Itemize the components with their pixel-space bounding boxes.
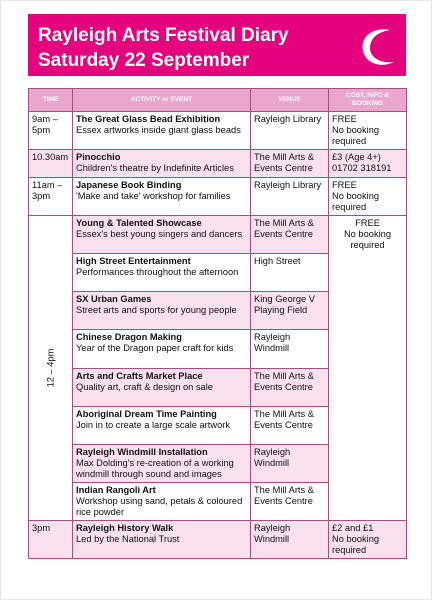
cost-price: £2 and £1 bbox=[332, 523, 374, 533]
time-cell: 10.30am bbox=[29, 150, 73, 178]
venue-cell: Rayleigh Windmill bbox=[251, 521, 329, 559]
activity-cell bbox=[73, 521, 251, 559]
activity-cell bbox=[73, 482, 251, 520]
venue-cell: Rayleigh Library bbox=[251, 112, 329, 150]
venue-cell: The Mill Arts & Events Centre bbox=[251, 368, 329, 406]
venue-cell: Rayleigh Windmill bbox=[251, 444, 329, 482]
venue-cell: The Mill Arts & Events Centre bbox=[251, 150, 329, 178]
table-header-row bbox=[29, 89, 407, 112]
afternoon-time-label: 12 – 4pm bbox=[45, 348, 55, 388]
time-cell: 3pm bbox=[29, 521, 73, 559]
column-header-venue: VENUE bbox=[251, 89, 329, 112]
afternoon-cost-cell bbox=[329, 216, 407, 521]
activity-description: Essex artworks inside giant glass beads bbox=[76, 125, 241, 135]
cost-price: £3 (Age 4+) bbox=[332, 152, 381, 162]
afternoon-time-cell bbox=[29, 216, 73, 521]
cost-info: No booking required bbox=[343, 229, 392, 250]
table-row bbox=[29, 178, 407, 216]
activity-title: Pinocchio bbox=[76, 152, 121, 162]
table-row bbox=[29, 112, 407, 150]
table-row bbox=[29, 150, 407, 178]
activity-cell bbox=[73, 178, 251, 216]
column-header-cost: COST, INFO & BOOKING bbox=[329, 89, 407, 112]
venue-cell: Rayleigh Windmill bbox=[251, 330, 329, 368]
events-table bbox=[28, 88, 407, 559]
activity-cell bbox=[73, 112, 251, 150]
activity-title: Rayleigh History Walk bbox=[76, 523, 174, 533]
activity-cell bbox=[73, 216, 251, 254]
activity-description: Led by the National Trust bbox=[76, 534, 180, 544]
activity-cell bbox=[73, 368, 251, 406]
activity-title: Arts and Crafts Market Place bbox=[76, 370, 203, 381]
activity-description: Performances throughout the afternoon bbox=[76, 267, 239, 278]
activity-description: Children's theatre by Indefinite Articles bbox=[76, 163, 234, 173]
cost-price: FREE bbox=[355, 218, 380, 228]
cost-cell bbox=[329, 150, 407, 178]
activity-cell bbox=[73, 292, 251, 330]
venue-cell: The Mill Arts & Events Centre bbox=[251, 482, 329, 520]
activity-title: Rayleigh Windmill Installation bbox=[76, 446, 208, 457]
cost-price: FREE bbox=[332, 114, 357, 124]
cost-info: No booking required bbox=[332, 125, 380, 146]
activity-title: The Great Glass Bead Exhibition bbox=[76, 114, 221, 124]
activity-description: Max Dolding's re-creation of a working windmill through sound and images bbox=[76, 457, 234, 479]
venue-cell: The Mill Arts & Events Centre bbox=[251, 406, 329, 444]
cost-phone: 01702 318191 bbox=[332, 163, 392, 173]
activity-title: Young & Talented Showcase bbox=[76, 218, 202, 228]
title-banner bbox=[28, 14, 406, 76]
activity-description: Quality art, craft & design on sale bbox=[76, 381, 213, 392]
activity-description: Street arts and sports for young people bbox=[76, 305, 237, 316]
venue-cell: The Mill Arts & Events Centre bbox=[251, 216, 329, 254]
page-title: Rayleigh Arts Festival Diary bbox=[38, 25, 289, 46]
table-row bbox=[29, 521, 407, 559]
activity-cell bbox=[73, 330, 251, 368]
venue-cell: High Street bbox=[251, 254, 329, 292]
column-header-activity: ACTIVITY or EVENT bbox=[73, 89, 251, 112]
page-subtitle-date: Saturday 22 September bbox=[38, 50, 250, 71]
time-cell: 9am – 5pm bbox=[29, 112, 73, 150]
crescent-logo-icon bbox=[356, 24, 400, 68]
activity-title: Indian Rangoli Art bbox=[76, 484, 156, 495]
activity-title: Japanese Book Binding bbox=[76, 180, 182, 190]
venue-cell: Rayleigh Library bbox=[251, 178, 329, 216]
activity-description: 'Make and take' workshop for families bbox=[76, 191, 231, 201]
cost-info: No booking required bbox=[332, 534, 380, 555]
cost-cell bbox=[329, 112, 407, 150]
activity-title: SX Urban Games bbox=[76, 294, 152, 305]
activity-cell bbox=[73, 444, 251, 482]
cost-info: No booking required bbox=[332, 191, 380, 212]
activity-cell bbox=[73, 254, 251, 292]
activity-cell bbox=[73, 406, 251, 444]
activity-description: Workshop using sand, petals & coloured rice powder bbox=[76, 495, 243, 517]
cost-cell bbox=[329, 521, 407, 559]
cost-cell bbox=[329, 178, 407, 216]
activity-title: Chinese Dragon Making bbox=[76, 332, 182, 343]
activity-cell bbox=[73, 150, 251, 178]
activity-description: Year of the Dragon paper craft for kids bbox=[76, 343, 234, 354]
activity-title: High Street Entertainment bbox=[76, 256, 191, 267]
time-cell: 11am – 3pm bbox=[29, 178, 73, 216]
table-row bbox=[29, 216, 407, 254]
venue-cell: King George V Playing Field bbox=[251, 292, 329, 330]
activity-title: Aboriginal Dream Time Painting bbox=[76, 408, 217, 419]
column-header-time: TIME bbox=[29, 89, 73, 112]
activity-description: Essex's best young singers and dancers bbox=[76, 229, 243, 239]
cost-price: FREE bbox=[332, 180, 357, 190]
activity-description: Join in to create a large scale artwork bbox=[76, 419, 230, 430]
